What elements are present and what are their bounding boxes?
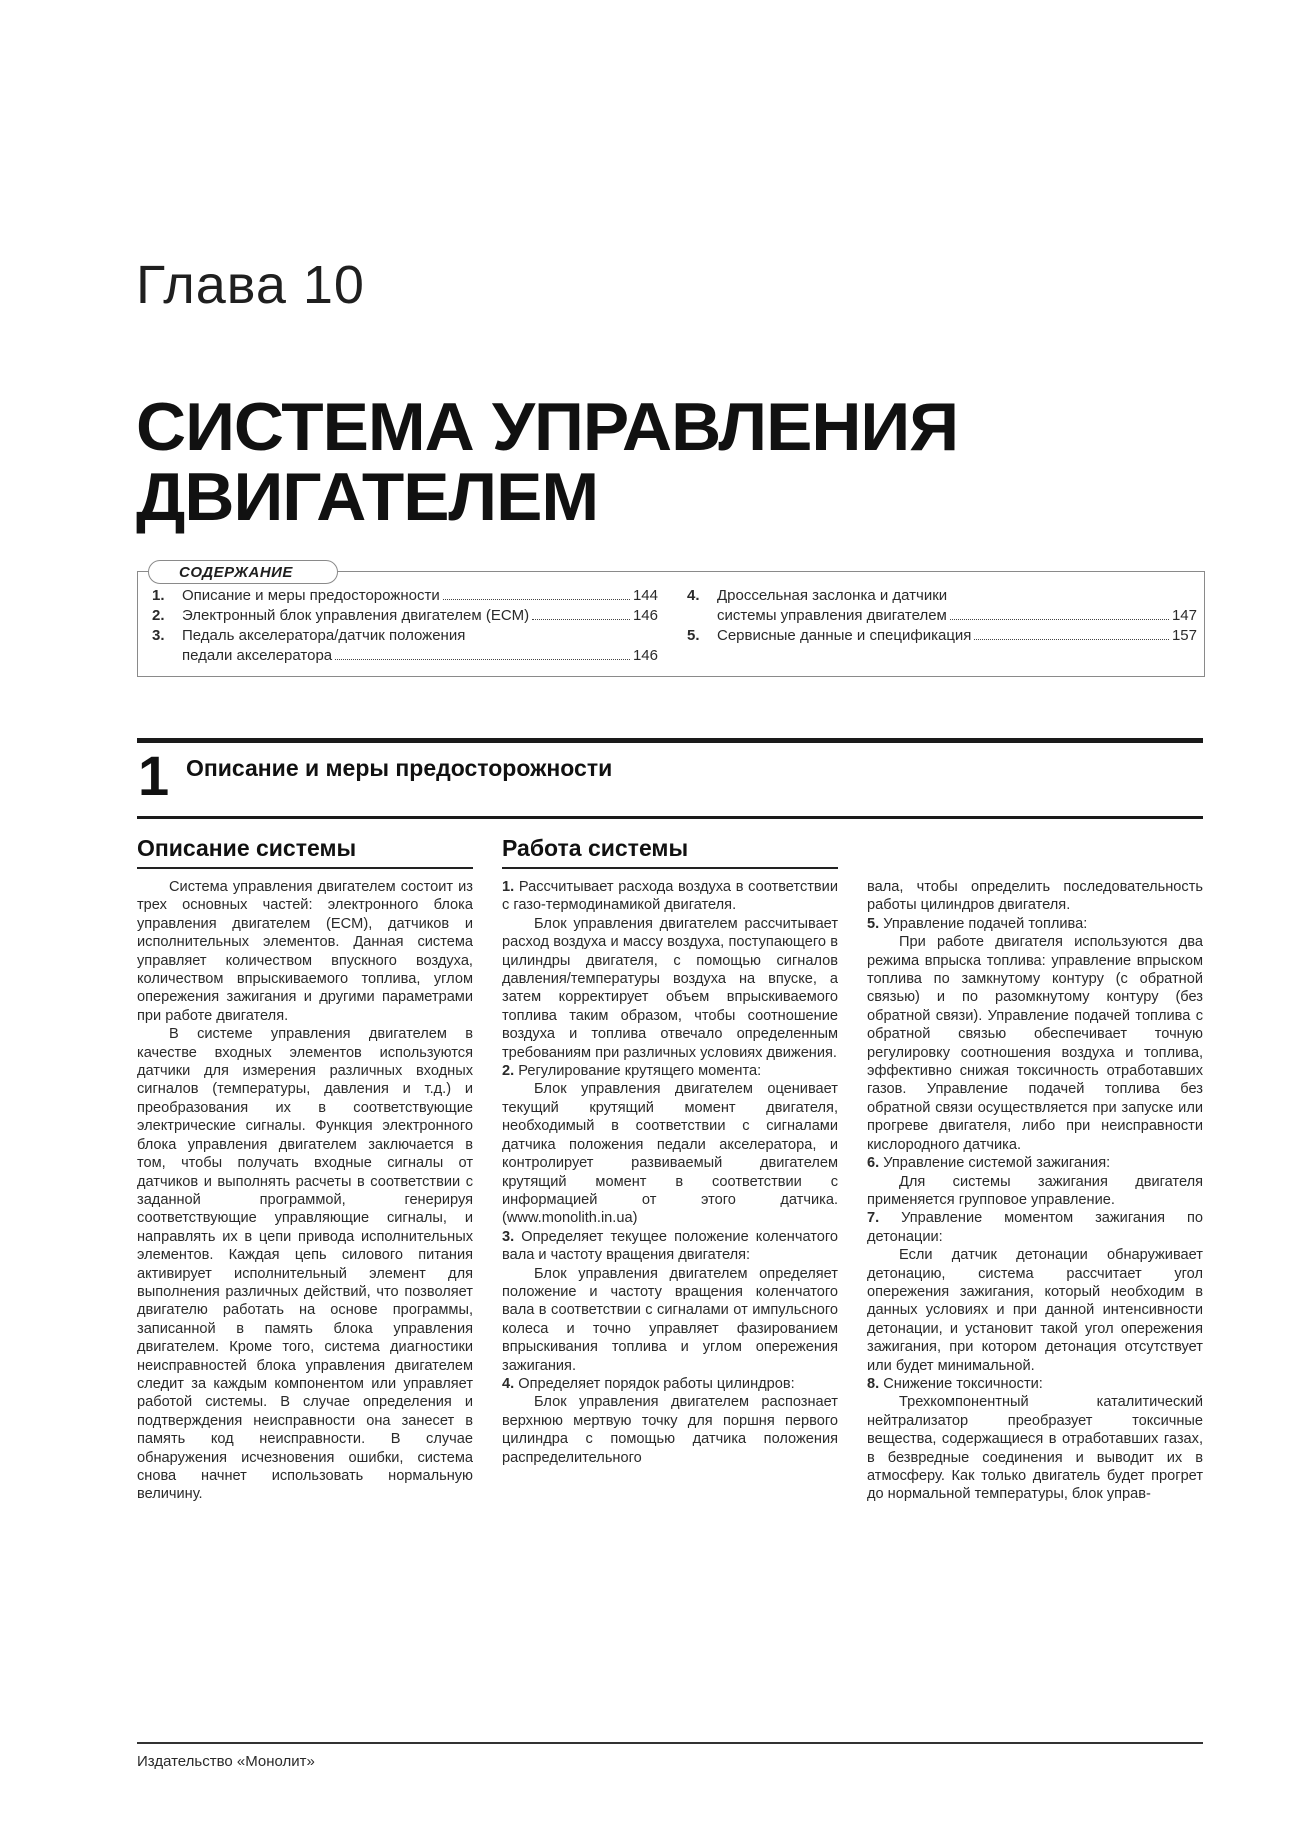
paragraph: Блок управления двигателем оценивает текущий крутящий момент двигателя, необходимый в соответствии с сигналами датчика положения педали акселератора, и контролирует развиваемый двигателем крутящий момент в соответствии с информацией от этого датчика. (www.monolith.in.ua) (502, 1081, 838, 1227)
toc-entry (687, 626, 1197, 646)
toc-entry (152, 626, 658, 666)
toc-entry-label: Описание и меры предосторожности (182, 587, 440, 604)
chapter-title-line-1: СИСТЕМА УПРАВЛЕНИЯ (136, 389, 959, 465)
text-column-3 (867, 878, 1203, 1504)
subsection-heading-operation: Работа системы (502, 834, 838, 869)
toc-dot-leader (335, 658, 630, 660)
chapter-label: Глава 10 (136, 255, 365, 315)
toc-entry-number: 4. (687, 587, 700, 604)
list-item-text: Рассчитывает расхода воздуха в соответствии с газо-термодинамикой двигателя. (502, 879, 838, 914)
chapter-title-line-2: ДВИГАТЕЛЕМ (136, 459, 599, 535)
toc-entry-line (182, 646, 658, 666)
toc-entry-text (182, 606, 658, 626)
list-item (867, 1154, 1203, 1172)
list-item-number: 5. (867, 915, 880, 932)
toc-entry-line: Педаль акселератора/датчик положения (182, 627, 466, 644)
list-item-number: 1. (502, 879, 515, 895)
section-number: 1 (138, 744, 170, 807)
list-item-number: 8. (867, 1375, 880, 1392)
toc-dot-leader (443, 598, 630, 600)
toc-entry-line (717, 606, 1197, 626)
toc-entry-line (182, 586, 658, 606)
list-item (867, 1209, 1203, 1246)
toc-dot-leader (950, 618, 1169, 620)
toc-entry-label: Электронный блок управления двигателем (ECM) (182, 607, 530, 624)
toc-heading: СОДЕРЖАНИЕ (148, 560, 338, 584)
paragraph: Система управления двигателем состоит из трех основных частей: электронного блока управления двигателем (ECM), датчиков и исполнительных элементов. Данная система управляет количеством впускного воздуха, количеством впрыскиваемого топлива, углом опережения зажигания и другими параметрами при работе двигателя. (137, 879, 473, 1024)
paragraph-continuation: вала, чтобы определить последовательность работы цилиндров двигателя. (867, 879, 1203, 914)
text-column-1 (137, 878, 473, 1504)
list-item-text: Управление системой зажигания: (883, 1155, 1111, 1172)
list-item-text: Управление подачей топлива: (883, 915, 1088, 932)
toc-entry-label: педали акселератора (182, 647, 333, 664)
toc-page-number: 157 (1171, 627, 1197, 644)
toc-entry-text (182, 586, 658, 606)
list-item (502, 1375, 838, 1393)
toc-column-left (152, 586, 658, 666)
footer-publisher: Издательство «Монолит» (137, 1753, 315, 1770)
footer-rule (137, 1742, 1203, 1744)
subsection-heading-description: Описание системы (137, 834, 473, 869)
toc-entry-label: системы управления двигателем (717, 607, 947, 624)
toc-entry-number: 2. (152, 607, 165, 624)
list-item (867, 915, 1203, 933)
paragraph: При работе двигателя используются два режима впрыска топлива: управление впрыском топлива по замкнутому контуру (с обратной связью) и по разомкнутому контуру (без обратной связи). Управление подачей топлива с обратной связью обеспечивает точную регулировку соотношения воздуха и топлива, эффективно снижая токсичность отработавших газов. Управление подачей топлива без обратной связи осуществляется при запуске или прогреве двигателя, либо при неисправности кислородного датчика. (867, 934, 1203, 1153)
list-item-text: Определяет текущее положение коленчатого вала и частоту вращения двигателя: (502, 1228, 838, 1264)
toc-entry-number: 3. (152, 627, 165, 644)
toc-entry-text (717, 586, 1197, 626)
toc-dot-leader (974, 638, 1169, 640)
section-rule-bottom (137, 816, 1203, 819)
paragraph: В системе управления двигателем в качестве входных элементов используются датчики для измерения различных входных сигналов (температуры, давления и т.д.) и преобразования их в соответствующие электрические сигналы. Функция электронного блока управления двигателем заключается в том, чтобы получать входные сигналы от датчиков и выполнять расчеты в соответствии с заданной программой, генерируя соответствующие управляющие сигналы, и направлять их в цепи привода исполнительных элементов. Каждая цепь силового питания активирует исполнительный элемент для выполнения различных действий, что позволяет двигателю работать на основе программы, записанной в память блока управления двигателем. Кроме того, система диагностики неисправностей блока управления двигателем следит за каждым компонентом или управляет работой системы. В случае определения и подтверждения неисправности она занесет в память код неисправности. В случае обнаружения исчезновения ошибки, система снова начнет использовать нормальную величину. (137, 1026, 473, 1503)
section-rule-top (137, 738, 1203, 743)
paragraph: Блок управления двигателем рассчитывает расход воздуха и массу воздуха, поступающего в цилиндры двигателя, с помощью сигналов давления/температуры воздуха на впуске, а затем корректирует объем впрыскиваемого топлива таким образом, чтобы соотношение воздуха и топлива отвечало определенным требованиям при различных условиях движения. (502, 915, 838, 1061)
toc-entry (152, 586, 658, 606)
list-item (502, 878, 838, 915)
toc-entry (687, 586, 1197, 626)
list-item-number: 4. (502, 1375, 515, 1392)
toc-page-number: 147 (1171, 607, 1197, 624)
toc-column-right (687, 586, 1197, 646)
list-item (867, 1375, 1203, 1393)
paragraph: Блок управления двигателем определяет положение и частоту вращения коленчатого вала в соответствии с сигналами от импульсного колеса и точно управляет фазированием впрыскивания топлива и углом опережения зажигания. (502, 1265, 838, 1374)
list-item-number: 6. (867, 1155, 880, 1172)
list-item-text: Управление моментом зажигания по детонации: (867, 1210, 1203, 1245)
list-item (502, 1062, 838, 1080)
list-item-text: Снижение токсичности: (883, 1375, 1043, 1392)
toc-entry (152, 606, 658, 626)
toc-entry-text (717, 626, 1197, 646)
paragraph: Трехкомпонентный каталитический нейтрализатор преобразует токсичные вещества, содержащиеся в отработавших газах, в безвредные соединения и выводит их в атмосферу. Как только двигатель будет прогрет до нормальной температуры, блок управ- (867, 1394, 1203, 1503)
toc-entry-line (717, 626, 1197, 646)
paragraph: Для системы зажигания двигателя применяется групповое управление. (867, 1173, 1203, 1208)
toc-entry-number: 1. (152, 587, 165, 604)
list-item (502, 1228, 838, 1265)
toc-entry-label: Сервисные данные и спецификация (717, 627, 972, 644)
toc-page-number: 146 (632, 607, 658, 624)
toc-entry-text (182, 626, 658, 666)
list-item-number: 2. (502, 1063, 515, 1080)
paragraph: Если датчик детонации обнаруживает детонацию, система рассчитает угол опережения зажигания, который необходим в данных условиях и при данной интенсивности детонации, и установит такой угол опережения зажигания, при котором детонация отсутствует или будет минимальной. (867, 1247, 1203, 1374)
section-title: Описание и меры предосторожности (186, 755, 613, 781)
paragraph: Блок управления двигателем распознает верхнюю мертвую точку для поршня первого цилиндра с помощью датчика положения распределительного (502, 1394, 838, 1466)
toc-dot-leader (532, 618, 630, 620)
toc-entry-line: Дроссельная заслонка и датчики (717, 587, 948, 604)
toc-page-number: 144 (632, 587, 658, 604)
toc-entry-line (182, 606, 658, 626)
list-item-number: 3. (502, 1228, 515, 1245)
chapter-title (136, 389, 959, 535)
toc-entry-number: 5. (687, 627, 700, 644)
list-item-text: Регулирование крутящего момента: (518, 1063, 762, 1080)
list-item-text: Определяет порядок работы цилиндров: (518, 1375, 795, 1392)
toc-page-number: 146 (632, 647, 658, 664)
list-item-number: 7. (867, 1210, 880, 1227)
text-column-2 (502, 878, 838, 1467)
